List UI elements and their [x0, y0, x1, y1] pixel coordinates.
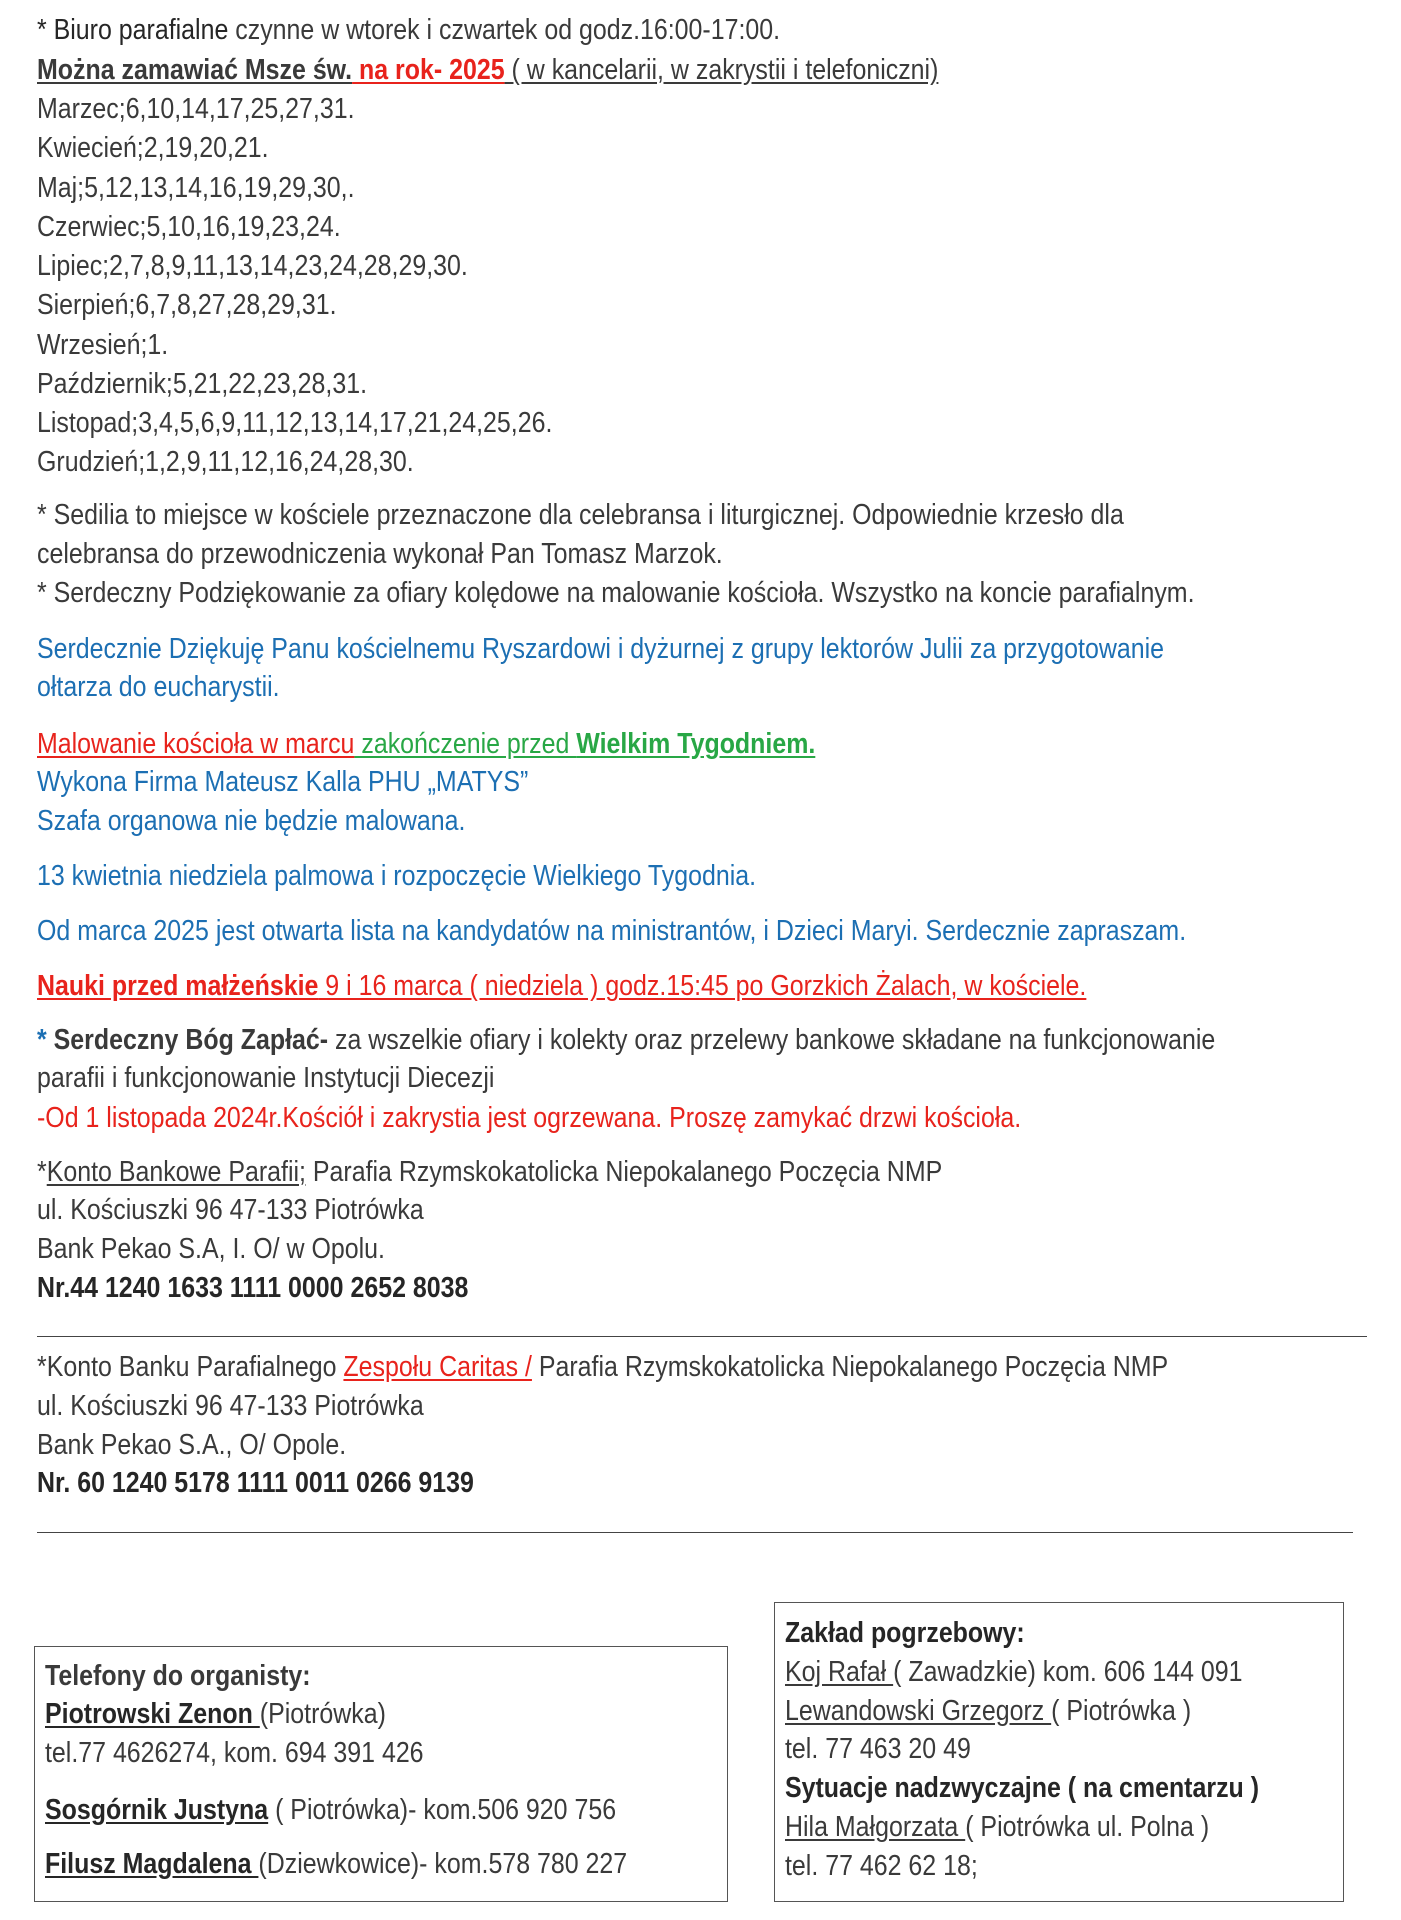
- account2-caritas: Zespołu Caritas /: [343, 1351, 532, 1383]
- funeral-contact-3: [785, 1809, 1209, 1845]
- office-label: Biuro parafialne: [53, 14, 229, 46]
- painting-contractor: Wykona Firma Mateusz Kalla PHU „MATYS”: [37, 766, 529, 798]
- organist-2-name: Sosgórnik Justyna: [45, 1794, 269, 1826]
- funeral-3-name: Hila Małgorzata: [785, 1811, 966, 1843]
- organist-person-2: [45, 1792, 616, 1828]
- separator-line: [37, 1336, 1367, 1337]
- masses-lead: Można zamawiać Msze św.: [37, 54, 353, 86]
- god-bless-line-1: [37, 1022, 1215, 1058]
- marriage-line: [37, 968, 1086, 1004]
- funeral-1-rest: ( Zawadzkie) kom. 606 144 091: [893, 1656, 1243, 1688]
- thanks-altar-line-1: Serdecznie Dziękuję Panu kościelnemu Ryszardowi i dyżurnej z grupy lektorów Julii za przygotowanie: [37, 633, 1164, 665]
- account2-bank: Bank Pekao S.A., O/ Opole.: [37, 1429, 347, 1461]
- ministrants: Od marca 2025 jest otwarta lista na kandydatów na ministrantów, i Dzieci Maryi. Serdecznie zapraszam.: [37, 915, 1187, 947]
- funeral-1-name: Koj Rafał: [785, 1656, 894, 1688]
- month-line: Listopad;3,4,5,6,9,11,12,13,14,17,21,24,25,26.: [37, 407, 553, 439]
- month-line: Wrzesień;1.: [37, 329, 169, 361]
- painting-line: [37, 726, 815, 762]
- organist-3-rest: (Dziewkowice)- kom.578 780 227: [258, 1848, 628, 1880]
- sedilia-line-2: celebransa do przewodniczenia wykonał Pan Tomasz Marzok.: [37, 538, 723, 570]
- account1-line-1: [37, 1154, 942, 1190]
- funeral-2-rest: ( Piotrówka ): [1051, 1695, 1192, 1727]
- funeral-title: Zakład pogrzebowy:: [785, 1617, 1025, 1649]
- masses-note: ( w kancelarii, w zakrystii i telefoniczni): [504, 54, 939, 86]
- account2-line-1: [37, 1349, 1168, 1385]
- heating-notice: -Od 1 listopada 2024r.Kościół i zakrystia jest ogrzewana. Proszę zamykać drzwi kościoła.: [37, 1102, 1022, 1134]
- office-hours-text: czynne w wtorek i czwartek od godz.16:00-17:00.: [228, 14, 781, 46]
- account2-name: Parafia Rzymskokatolicka Niepokalanego Poczęcia NMP: [531, 1351, 1169, 1383]
- month-line: Październik;5,21,22,23,28,31.: [37, 368, 367, 400]
- organist-title: Telefony do organisty:: [45, 1660, 311, 1692]
- thanks-carol: * Serdeczny Podziękowanie za ofiary kolędowe na malowanie kościoła. Wszystko na koncie parafialnym.: [37, 577, 1195, 609]
- painting-part-3: Wielkim Tygodniem.: [576, 728, 816, 760]
- funeral-2-name: Lewandowski Grzegorz: [785, 1695, 1052, 1727]
- month-line: Maj;5,12,13,14,16,19,29,30,.: [37, 172, 355, 204]
- organist-box: [34, 1646, 728, 1902]
- funeral-contact-2: [785, 1693, 1191, 1729]
- organist-3-name: Filusz Magdalena: [45, 1848, 259, 1880]
- funeral-emergency: Sytuacje nadzwyczajne ( na cmentarzu ): [785, 1772, 1260, 1804]
- funeral-2-phone: tel. 77 463 20 49: [785, 1733, 971, 1765]
- sedilia-line-1: * Sedilia to miejsce w kościele przeznaczone dla celebransa i liturgicznej. Odpowiednie krzesło dla: [37, 499, 1124, 531]
- separator-line: [37, 1532, 1353, 1533]
- organist-person-3: [45, 1846, 627, 1882]
- month-line: Czerwiec;5,10,16,19,23,24.: [37, 211, 341, 243]
- month-line: Sierpień;6,7,8,27,28,29,31.: [37, 289, 337, 321]
- month-line: Marzec;6,10,14,17,25,27,31.: [37, 93, 355, 125]
- god-bless-rest: za wszelkie ofiary i kolekty oraz przelewy bankowe składane na funkcjonowanie: [328, 1024, 1216, 1056]
- organist-1-place: (Piotrówka): [259, 1698, 386, 1730]
- marriage-bold: Nauki przed małżeńskie: [37, 970, 319, 1002]
- funeral-contact-1: [785, 1654, 1242, 1690]
- painting-part-1: Malowanie kościoła w marcu: [37, 728, 355, 760]
- masses-heading: [37, 52, 938, 88]
- god-bless-bold: Serdeczny Bóg Zapłać-: [53, 1024, 329, 1056]
- thanks-altar-line-2: ołtarza do eucharystii.: [37, 671, 280, 703]
- painting-part-2: zakończenie przed: [354, 728, 577, 760]
- funeral-box: [774, 1602, 1344, 1902]
- marriage-rest: 9 i 16 marca ( niedziela ) godz.15:45 po Gorzkich Żalach, w kościele.: [318, 970, 1087, 1002]
- painting-organ: Szafa organowa nie będzie malowana.: [37, 805, 466, 837]
- account2-address: ul. Kościuszki 96 47-133 Piotrówka: [37, 1390, 424, 1422]
- funeral-3-phone: tel. 77 462 62 18;: [785, 1850, 978, 1882]
- month-line: Grudzień;1,2,9,11,12,16,24,28,30.: [37, 446, 414, 478]
- masses-year: na rok- 2025: [352, 54, 505, 86]
- account2-prefix: *Konto Banku Parafialnego: [37, 1351, 344, 1383]
- account1-address: ul. Kościuszki 96 47-133 Piotrówka: [37, 1194, 424, 1226]
- office-bullet: *: [37, 14, 54, 46]
- god-bless-line-2: parafii i funkcjonowanie Instytucji Diecezji: [37, 1062, 495, 1094]
- month-line: Lipiec;2,7,8,9,11,13,14,23,24,28,29,30.: [37, 250, 468, 282]
- funeral-3-rest: ( Piotrówka ul. Polna ): [965, 1811, 1210, 1843]
- account1-bank: Bank Pekao S.A, I. O/ w Opolu.: [37, 1233, 385, 1265]
- organist-2-rest: ( Piotrówka)- kom.506 920 756: [268, 1794, 617, 1826]
- month-line: Kwiecień;2,19,20,21.: [37, 132, 269, 164]
- organist-1-name: Piotrowski Zenon: [45, 1698, 260, 1730]
- account1-star: *: [37, 1156, 47, 1188]
- account1-label: Konto Bankowe Parafii;: [46, 1156, 306, 1188]
- god-bless-star: *: [37, 1024, 54, 1056]
- account1-name: Parafia Rzymskokatolicka Niepokalanego Poczęcia NMP: [305, 1156, 943, 1188]
- palm-sunday: 13 kwietnia niedziela palmowa i rozpoczęcie Wielkiego Tygodnia.: [37, 860, 757, 892]
- organist-1-phone: tel.77 4626274, kom. 694 391 426: [45, 1737, 424, 1769]
- organist-person-1: [45, 1696, 386, 1732]
- account1-number: Nr.44 1240 1633 1111 0000 2652 8038: [37, 1272, 469, 1304]
- account2-number: Nr. 60 1240 5178 1111 0011 0266 9139: [37, 1467, 474, 1499]
- office-hours: [37, 12, 780, 48]
